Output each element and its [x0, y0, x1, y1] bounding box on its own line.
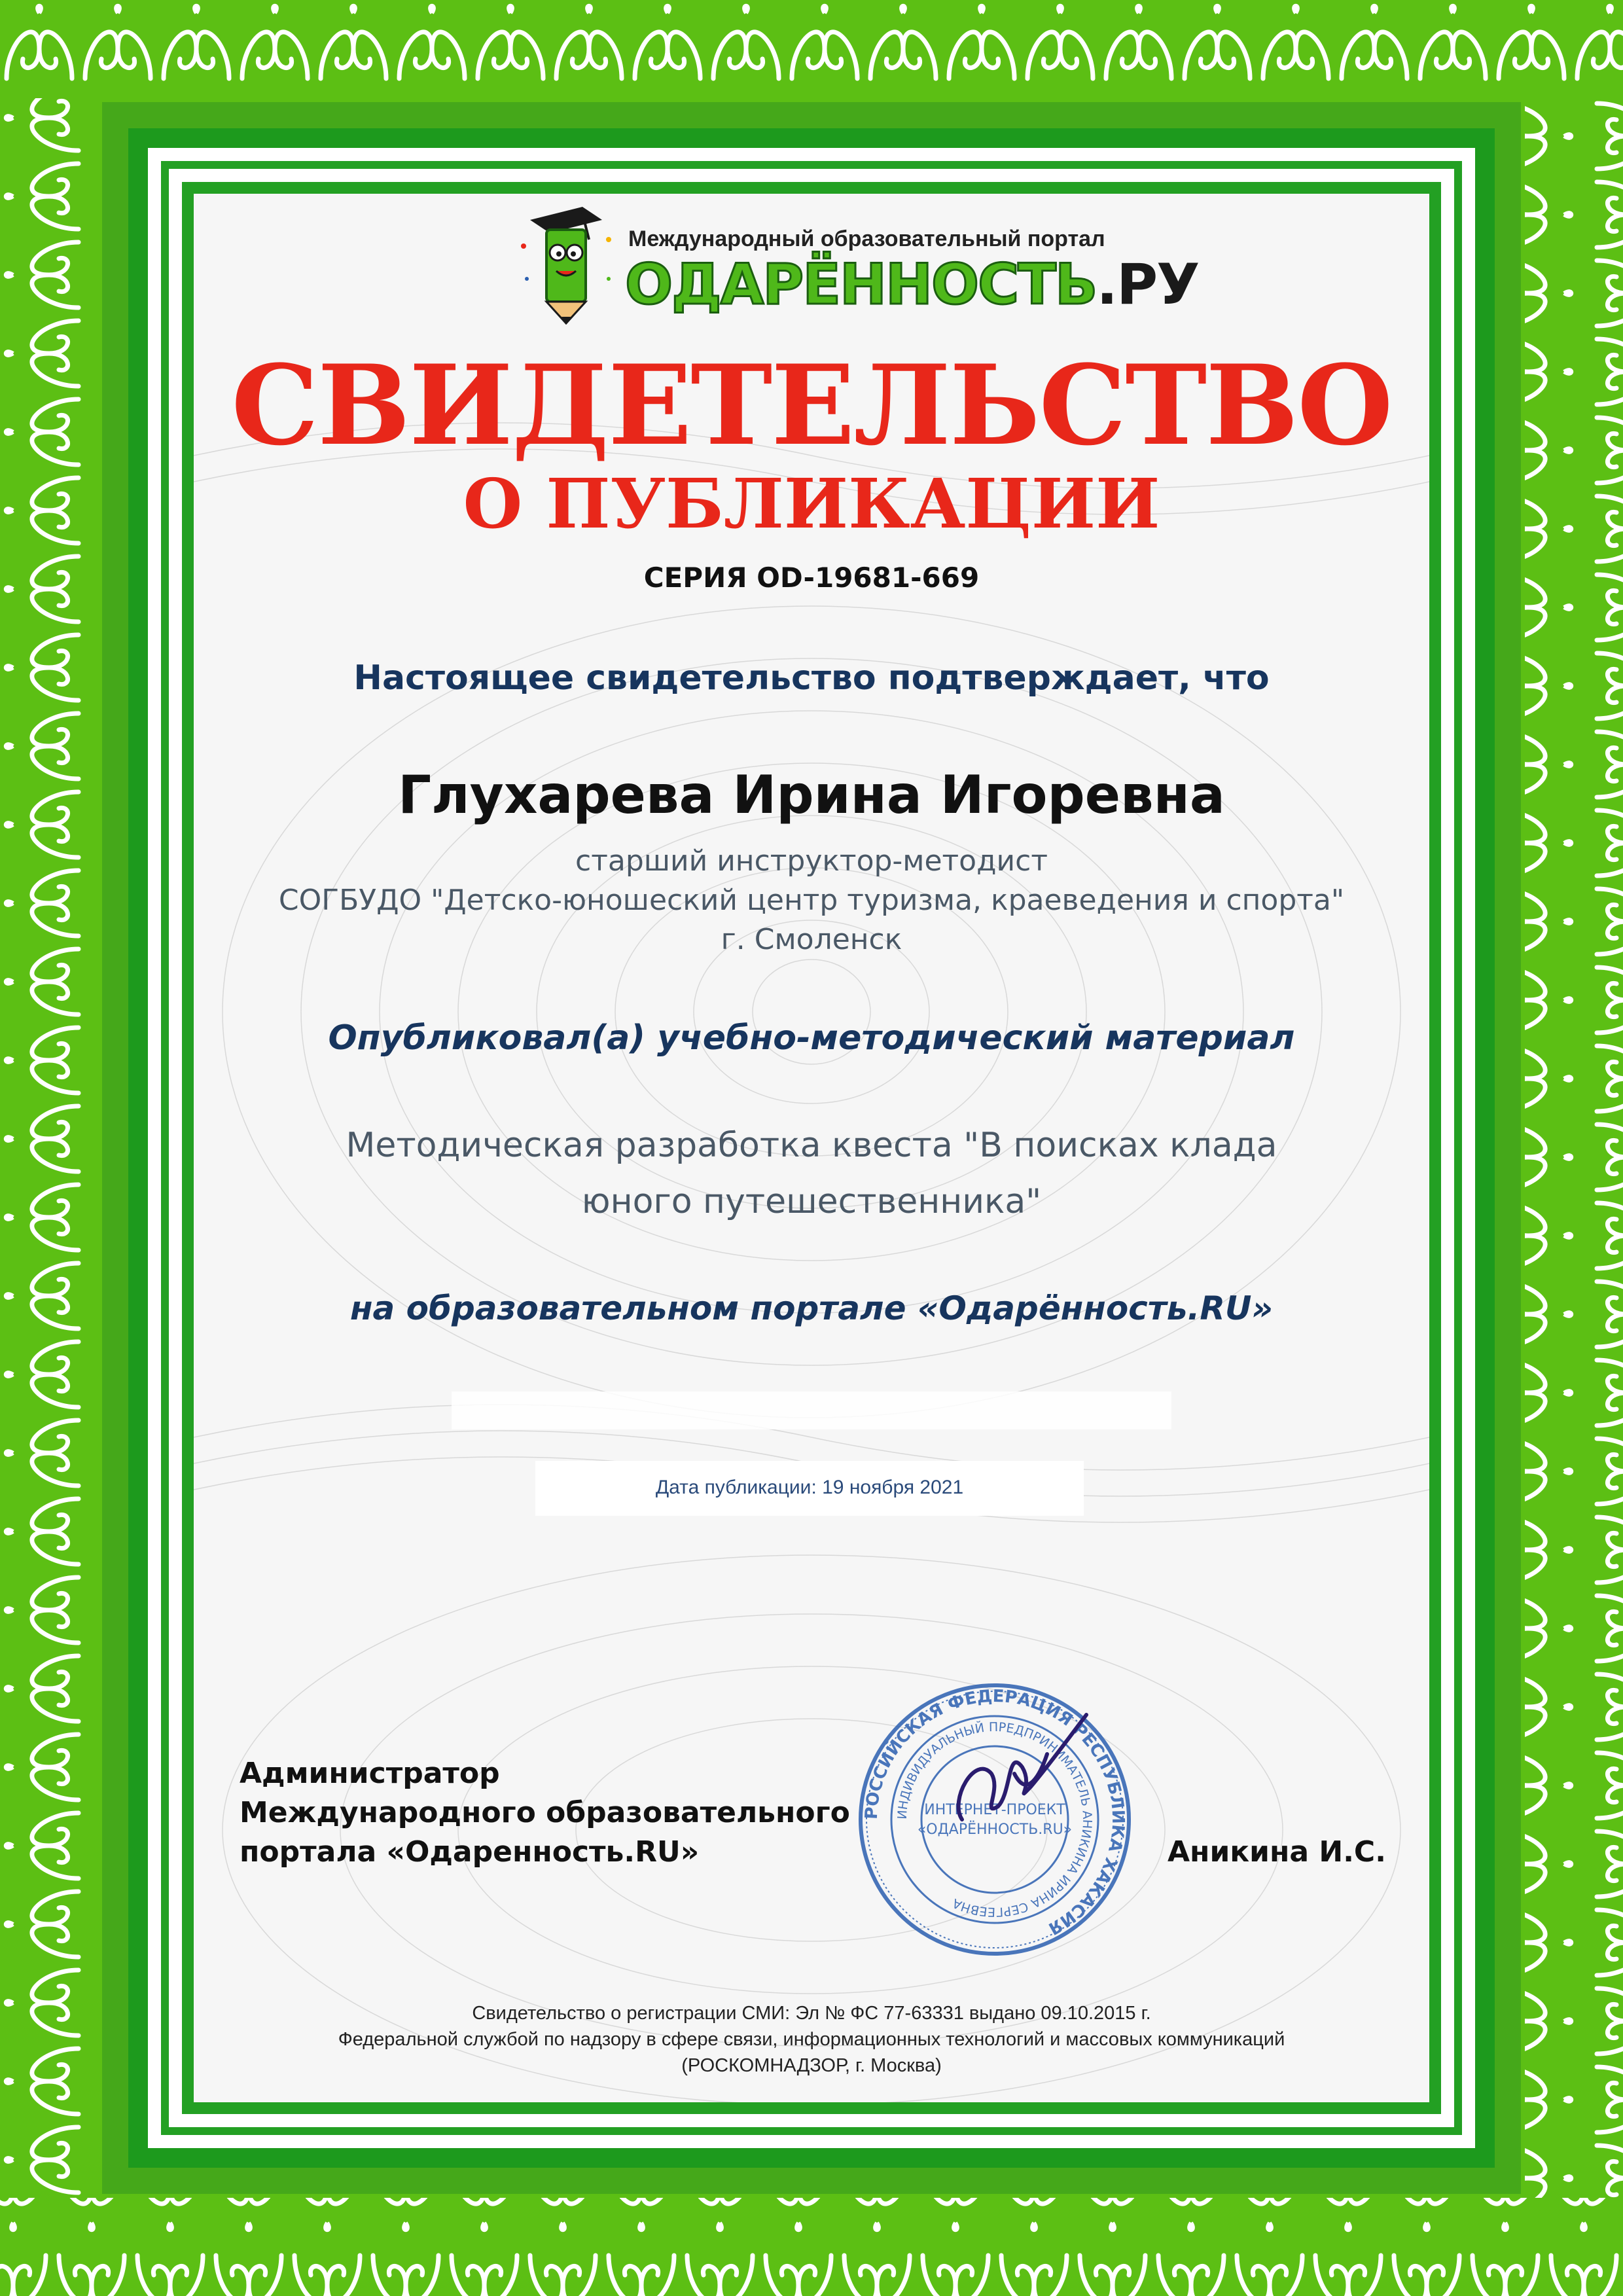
publication-date: Дата публикации: 19 ноября 2021 — [655, 1477, 964, 1498]
portal-statement: на образовательном портале «Одарённость.RU» — [349, 1289, 1273, 1327]
certificate-title: СВИДЕТЕЛЬСТВО — [231, 340, 1392, 470]
stamp-ring-text: РОССИЙСКАЯ ФЕДЕРАЦИЯ РЕСПУБЛИКА ХАКАСИЯ — [861, 1686, 1128, 1939]
confirms-statement: Настоящее свидетельство подтверждает, что — [353, 658, 1270, 698]
work-title-line: юного путешественника" — [581, 1182, 1042, 1221]
stamp-center-text: ИНТЕРНЕТ-ПРОЕКТ — [924, 1802, 1065, 1818]
admin-title: портала «Одаренность.RU» — [240, 1835, 700, 1869]
stamp-center-text: «ОДАРЁННОСТЬ.RU» — [917, 1821, 1073, 1838]
official-stamp-icon — [851, 1676, 1139, 1964]
blank-field — [452, 1391, 1171, 1429]
pencil-mascot-icon — [510, 194, 622, 325]
signer-name: Аникина И.С. — [1168, 1835, 1386, 1869]
svg-text:ИНДИВИДУАЛЬНЫЙ ПРЕДПРИНИМАТЕЛЬ — [895, 1720, 1094, 1919]
admin-title: Администратор — [240, 1757, 500, 1790]
work-title-line: Методическая разработка квеста "В поисках клада — [346, 1126, 1277, 1165]
admin-title: Международного образовательного — [240, 1796, 850, 1829]
person-city: г. Смоленск — [721, 923, 902, 956]
footer-registration: Свидетельство о регистрации СМИ: Эл № ФС 77-63331 выдано 09.10.2015 г. — [472, 2003, 1151, 2024]
portal-caption: Международный образовательный портал — [628, 226, 1105, 251]
person-name: Глухарева Ирина Игоревна — [398, 764, 1225, 825]
brand-name: ОДАРЁННОСТЬ — [625, 252, 1097, 317]
person-organization: СОГБУДО "Детско-юношеский центр туризма, краеведения и спорта" — [278, 884, 1345, 917]
person-position: старший инструктор-методист — [575, 844, 1048, 878]
stamp-inner-text: ИНДИВИДУАЛЬНЫЙ ПРЕДПРИНИМАТЕЛЬ АНИКИНА ИРИНА СЕРГЕЕВНА — [895, 1719, 1095, 1920]
certificate-subtitle: О ПУБЛИКАЦИИ — [463, 463, 1160, 544]
footer-authority-short: (РОСКОМНАДЗОР, г. Москва) — [681, 2055, 942, 2076]
brand-domain: .РУ — [1096, 252, 1199, 317]
brand-logo — [625, 252, 1199, 317]
published-label: Опубликовал(а) учебно-методический материал — [328, 1018, 1295, 1058]
series-number: СЕРИЯ OD-19681-669 — [643, 562, 980, 594]
footer-authority: Федеральной службой по надзору в сфере связи, информационных технологий и массовых коммуникаций — [338, 2029, 1285, 2050]
